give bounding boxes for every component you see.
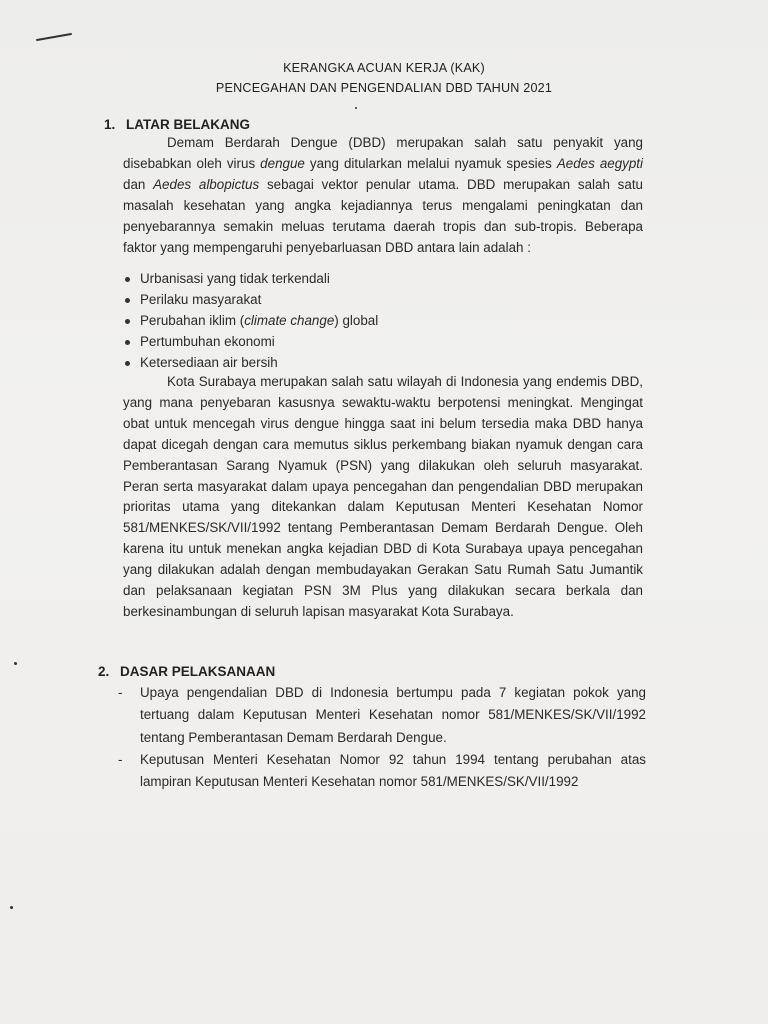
speck-mark	[355, 107, 357, 109]
list-item: - Upaya pengendalian DBD di Indonesia bertumpu pada 7 kegiatan pokok yang tertuang dalam Keputusan Menteri Kesehatan nomor 581/MENKES/SK/VII/1992 tentang Pemberantasan Demam Berdarah Dengue.	[116, 682, 646, 749]
list-item: Perubahan iklim (climate change) global	[123, 311, 643, 332]
section-title: LATAR BELAKANG	[126, 117, 250, 132]
section-number: 2.	[98, 664, 110, 679]
factor-list	[123, 269, 643, 374]
list-item: - Keputusan Menteri Kesehatan Nomor 92 tahun 1994 tentang perubahan atas lampiran Keputusan Menteri Kesehatan nomor 581/MENKES/SK/VII/1992	[116, 749, 646, 794]
paragraph-surabaya: Kota Surabaya merupakan salah satu wilayah di Indonesia yang endemis DBD, yang mana penyebaran kasusnya sewaktu-waktu berpotensi meningkat. Mengingat obat untuk mencegah virus dengue hingga saat ini belum tersedia maka DBD hanya dapat dicegah dengan cara memutus siklus perkembang biakan nyamuk dengan cara Pemberantasan Sarang Nyamuk (PSN) yang dilakukan oleh seluruh masyarakat. Peran serta masyarakat dalam upaya pencegahan dan pengendalian DBD merupakan prioritas utama yang ditekankan dalam Keputusan Menteri Kesehatan Nomor 581/MENKES/SK/VII/1992 tentang Pemberantasan Demam Berdarah Dengue. Oleh karena itu untuk menekan angka kejadian DBD di Kota Surabaya upaya pencegahan yang dilakukan adalah dengan membudayakan Gerakan Satu Rumah Satu Jumantik dan pelaksanaan kegiatan PSN 3M Plus yang dilakukan secara berkala dan berkesinambungan di seluruh lapisan masyarakat Kota Surabaya.	[123, 374, 643, 619]
paragraph-background: Demam Berdarah Dengue (DBD) merupakan salah satu penyakit yang disebabkan oleh virus dengue yang ditularkan melalui nyamuk spesies Aedes aegypti dan Aedes albopictus sebagai vektor penular utama. DBD merupakan salah satu masalah kesehatan yang angka kejadiannya terus mengalami peningkatan dan penyebarannya semakin meluas terutama daerah tropis dan sub-tropis. Beberapa faktor yang mempengaruhi penyebarluasan DBD antara lain adalah :	[123, 135, 644, 255]
list-item: Pertumbuhan ekonomi	[123, 332, 643, 353]
section-title: DASAR PELAKSANAAN	[120, 664, 276, 679]
section-heading-latar-belakang	[104, 117, 250, 132]
pen-mark	[36, 33, 72, 41]
legal-basis-list	[116, 682, 646, 793]
speck-mark	[14, 662, 17, 665]
list-item: Urbanisasi yang tidak terkendali	[123, 269, 643, 290]
speck-mark	[10, 906, 13, 909]
list-item: Ketersediaan air bersih	[123, 353, 643, 374]
section-heading-dasar-pelaksanaan	[98, 664, 275, 679]
section-number: 1.	[104, 117, 116, 132]
list-item: Perilaku masyarakat	[123, 290, 643, 311]
document-subtitle: PENCEGAHAN DAN PENGENDALIAN DBD TAHUN 2021	[215, 81, 553, 95]
document-title: KERANGKA ACUAN KERJA (KAK)	[283, 61, 485, 75]
